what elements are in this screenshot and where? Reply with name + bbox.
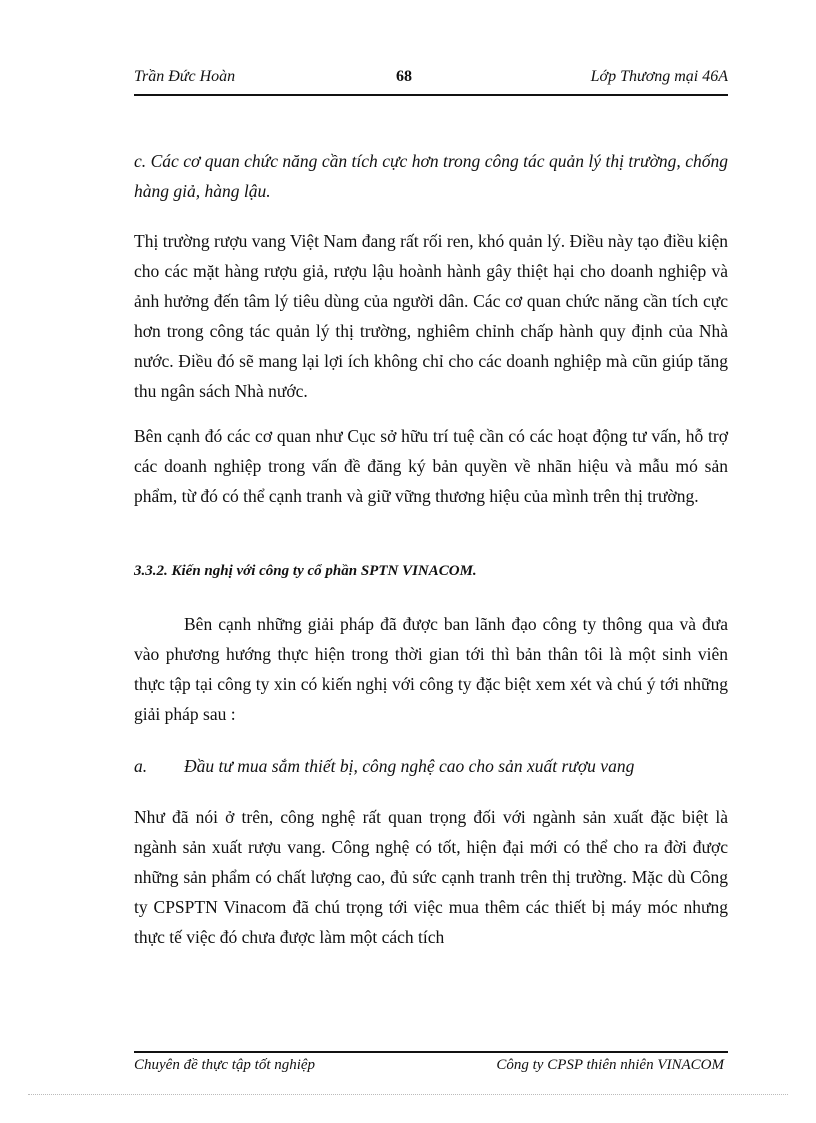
- header-page-number: 68: [396, 68, 412, 85]
- header-author: Trần Đức Hoàn: [134, 68, 236, 85]
- subheading-a-text: Đầu tư mua sắm thiết bị, công nghệ cao cho sản xuất rượu vang: [184, 756, 635, 776]
- page-bottom-divider: [28, 1094, 788, 1095]
- footer-left: Chuyên đề thực tập tốt nghiệp: [134, 1057, 316, 1073]
- section-3-3-2-paragraph-2: Như đã nói ở trên, công nghệ rất quan trọng đối với ngành sản xuất đặc biệt là ngành sản xuất rượu vang. Công nghệ có tốt, hiện đại mới có thể cho ra đời được những sản phẩm có chất lượng cao, đủ sức cạnh tranh trên thị trường. Mặc dù Công ty CPSPTN Vinacom đã chú trọng tới việc mua thêm các thiết bị máy móc nhưng thực tế việc đó chưa được làm một cách tích: [134, 807, 728, 947]
- page-header: [134, 66, 728, 96]
- section-3-3-2-paragraph-1: Bên cạnh những giải pháp đã được ban lãnh đạo công ty thông qua và đưa vào phương hướng thực hiện trong thời gian tới thì bản thân tôi là một sinh viên thực tập tại công ty xin có kiến nghị với công ty đặc biệt xem xét và chú ý tới những giải pháp sau :: [134, 614, 728, 724]
- header-class-name: Lớp Thương mại 46A: [590, 68, 728, 85]
- section-c-heading: c. Các cơ quan chức năng cần tích cực hơn trong công tác quản lý thị trường, chống hàng giả, hàng lậu.: [134, 151, 728, 201]
- footer-right: Công ty CPSP thiên nhiên VINACOM: [496, 1057, 724, 1073]
- page-footer: [134, 1051, 728, 1073]
- subheading-a-marker: a.: [134, 756, 148, 776]
- subheading-a: [134, 756, 728, 777]
- section-3-3-2-heading: 3.3.2. Kiến nghị với công ty cổ phần SPTN VINACOM.: [134, 563, 477, 579]
- section-c-paragraph-2: Bên cạnh đó các cơ quan như Cục sở hữu trí tuệ cần có các hoạt động tư vấn, hỗ trợ các doanh nghiệp trong vấn đề đăng ký bản quyền về nhãn hiệu và mẫu mó sản phẩm, từ đó có thể cạnh tranh và giữ vững thương hiệu của mình trên thị trường.: [134, 426, 728, 506]
- section-c-paragraph-1: Thị trường rượu vang Việt Nam đang rất rối ren, khó quản lý. Điều này tạo điều kiện cho các mặt hàng rượu giả, rượu lậu hoành hành gây thiệt hại cho doanh nghiệp và ảnh hưởng đến tâm lý tiêu dùng của người dân. Các cơ quan chức năng cần tích cực hơn trong công tác quản lý thị trường, nghiêm chỉnh chấp hành quy định của Nhà nước. Điều đó sẽ mang lại lợi ích không chỉ cho các doanh nghiệp mà cũn giúp tăng thu ngân sách Nhà nước.: [134, 231, 728, 401]
